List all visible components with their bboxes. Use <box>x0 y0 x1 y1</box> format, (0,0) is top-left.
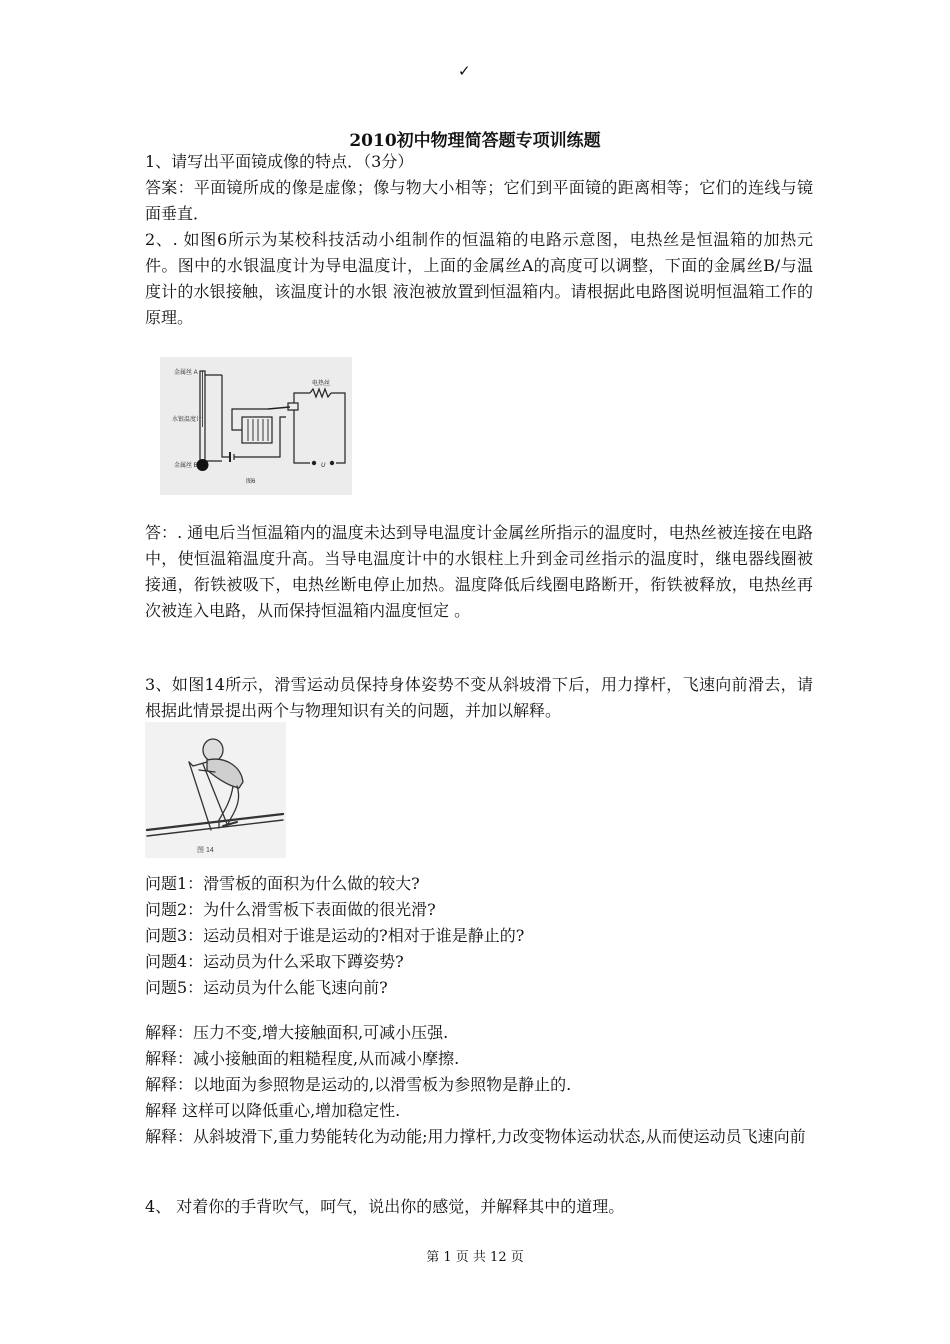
explanation: 解释：压力不变,增大接触面积,可减小压强. <box>145 1023 449 1042</box>
figure-14-skier-image <box>145 722 286 858</box>
question-3 <box>145 672 813 724</box>
sub-question: 问题1：滑雪板的面积为什么做的较大? <box>145 874 420 893</box>
question-2-text: 2、. 如图6所示为某校科技活动小组制作的恒温箱的电路示意图，电热丝是恒温箱的加热元件。图中的水银温度计为导电温度计，上面的金属丝A的高度可以调整，下面的金属丝B/与温度计的水银接触，该温度计的水银 液泡被放置到恒温箱内。请根据此电路图说明恒温箱工作的原理。 <box>145 230 813 327</box>
mercury-bulb <box>197 459 209 471</box>
question-2-answer: 答：. 通电后当恒温箱内的温度未达到导电温度计金属丝所指示的温度时，电热丝被连接在电路中，使恒温箱温度升高。当导电温度计中的水银柱上升到金司丝指示的温度时，继电器线圈被接通，衔铁被吸下，电热丝断电停止加热。温度降低后线圈电路断开，衔铁被释放，电热丝再次被连入电路，从而保持恒温箱内温度恒定 。 <box>145 523 813 620</box>
figure-6-circuit-diagram <box>160 357 352 495</box>
explanation: 解释：以地面为参照物是运动的,以滑雪板为参照物是静止的. <box>145 1075 572 1094</box>
label-wire-b: 金属丝 B <box>174 463 198 469</box>
label-wire-a: 金属丝 A <box>174 370 198 376</box>
label-voltage-u: U <box>321 463 326 469</box>
figure-14-caption: 图 14 <box>197 847 214 854</box>
question-1 <box>145 149 813 227</box>
question-4 <box>145 1194 813 1220</box>
question-1-answer: 答案：平面镜所成的像是虚像；像与物大小相等；它们到平面镜的距离相等；它们的连线与镜面垂直． <box>145 178 813 223</box>
sub-question: 问题4：运动员为什么采取下蹲姿势? <box>145 952 404 971</box>
explanation: 解释：减小接触面的粗糙程度,从而减小摩擦. <box>145 1049 460 1068</box>
question-3-explanations <box>145 1020 813 1150</box>
explanation: 解释：从斜坡滑下,重力势能转化为动能;用力撑杆,力改变物体运动状态,从而使运动员飞速向前 <box>145 1127 806 1146</box>
sub-question: 问题3：运动员相对于谁是运动的?相对于谁是静止的? <box>145 926 525 945</box>
question-2-answer-block <box>145 520 813 624</box>
label-thermometer: 水银温度计 <box>172 417 203 423</box>
question-3-text: 3、如图14所示，滑雪运动员保持身体姿势不变从斜坡滑下后，用力撑杆，飞速向前滑去，请根据此情景提出两个与物理知识有关的问题，并加以解释。 <box>145 675 813 720</box>
question-3-sub-questions <box>145 871 813 1001</box>
page-title: 2010初中物理简答题专项训练题 <box>349 131 601 151</box>
explanation: 解释 这样可以降低重心,增加稳定性. <box>145 1101 401 1120</box>
page-footer: 第 1 页 共 12 页 <box>426 1250 524 1265</box>
sub-question: 问题2：为什么滑雪板下表面做的很光滑? <box>145 900 436 919</box>
question-2 <box>145 227 813 331</box>
check-mark: ✓ <box>458 62 471 80</box>
figure-6-caption: 图6 <box>246 479 256 485</box>
label-heater: 电热丝 <box>312 381 331 387</box>
sub-question: 问题5：运动员为什么能飞速向前? <box>145 978 388 997</box>
question-4-text: 4、 对着你的手背吹气，呵气，说出你的感觉，并解释其中的道理。 <box>145 1197 625 1216</box>
question-1-text: 1、请写出平面镜成像的特点．（3分） <box>145 152 414 171</box>
